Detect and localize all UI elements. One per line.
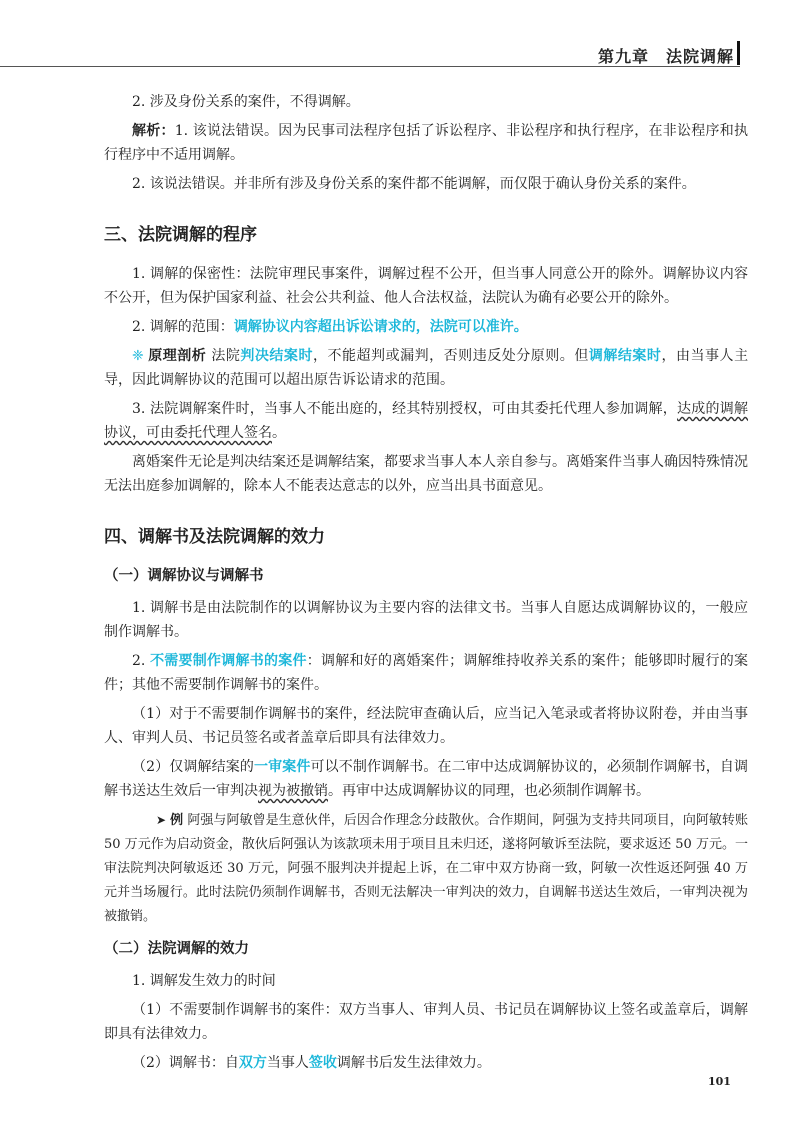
highlight-text: 不需要制作调解书的案件 (150, 653, 307, 669)
paragraph-lead: 2. 调解的范围： (132, 319, 234, 335)
highlight-text: 双方 (238, 1055, 267, 1071)
paragraph: 1. 调解发生效力的时间 (132, 973, 276, 989)
paragraph (104, 315, 748, 339)
analysis-label: 解析： (132, 123, 175, 139)
wavy-underlined-text: 视为被撤销 (258, 783, 328, 799)
flower-icon: ❈ (132, 348, 144, 364)
highlight-text: 判决结案时 (240, 348, 313, 364)
paragraph: 1. 调解的保密性：法院审理民事案件，调解过程不公开，但当事人同意公开的除外。调解协议内容不公开，但为保护国家利益、社会公共利益、他人合法权益，法院认为确有必要公开的除外。 (104, 266, 748, 306)
text: （2）调解书：自 (132, 1055, 239, 1071)
paragraph (104, 649, 748, 697)
text: ，由当事人主导，因此调解协议的范围可以超出原告诉讼请求的范围。 (104, 348, 749, 388)
text: 法院 (211, 348, 241, 364)
principle-label: 原理剖析 (147, 348, 207, 364)
highlight-text: 调解协议内容超出诉讼请求的，法院可以准许。 (233, 319, 528, 335)
text: 2. (132, 653, 151, 669)
page-number: 101 (708, 1075, 731, 1088)
arrow-icon: ➤ (156, 813, 167, 827)
text: （2）仅调解结案的 (132, 759, 254, 775)
example-paragraph (104, 808, 748, 929)
question-item: 2. 涉及身份关系的案件，不得调解。 (132, 94, 360, 110)
text: 3. 法院调解案件时，当事人不能出庭的，经其特别授权，可由其委托代理人参加调解， (132, 401, 678, 417)
paragraph: 离婚案件无论是判决结案还是调解结案，都要求当事人本人亲自参与。离婚案件当事人确因特殊情况无法出庭参加调解的，除本人不能表达意志的以外，应当出具书面意见。 (104, 454, 748, 494)
text: 。再审中达成调解协议的同理，也必须制作调解书。 (328, 783, 650, 799)
paragraph (104, 755, 748, 803)
text: 。 (272, 425, 286, 441)
paragraph: （1）对于不需要制作调解书的案件，经法院审查确认后，应当记入笔录或者将协议附卷，并由当事人、审判人员、书记员签名或者盖章后即具有法律效力。 (104, 706, 748, 746)
highlight-text: 调解结案时 (588, 348, 662, 364)
subsection-heading: （一）调解协议与调解书 (104, 568, 264, 584)
text: 调解书后发生法律效力。 (336, 1055, 491, 1071)
highlight-text: 一审案件 (253, 759, 311, 775)
analysis-text: 1. 该说法错误。因为民事司法程序包括了诉讼程序、非讼程序和执行程序，在非讼程序和执行程序中不适用调解。 (104, 123, 748, 163)
highlight-text: 签收 (308, 1055, 337, 1071)
paragraph (104, 397, 748, 445)
analysis-paragraph: 2. 该说法错误。并非所有涉及身份关系的案件都不能调解，而仅限于确认身份关系的案件。 (132, 176, 696, 192)
header-bar (737, 41, 740, 65)
page-header (0, 0, 800, 68)
subsection-heading: （二）法院调解的效力 (104, 941, 249, 957)
chapter-title: 第九章 法院调解 (597, 47, 734, 66)
example-label: 例 (170, 813, 184, 828)
text: ，不能超判或漏判，否则违反处分原则。但 (312, 348, 589, 364)
wavy-underlined-text: 达成的调解协议，可由委托代理人签名 (104, 401, 749, 441)
section-heading: 三、法院调解的程序 (104, 225, 257, 245)
analysis-paragraph (104, 119, 748, 167)
paragraph: 1. 调解书是由法院制作的以调解协议为主要内容的法律文书。当事人自愿达成调解协议的，一般应制作调解书。 (104, 600, 748, 640)
principle-analysis (104, 344, 748, 392)
text: ：调解和好的离婚案件；调解维持收养关系的案件；能够即时履行的案件；其他不需要制作调解书的案件。 (104, 653, 749, 693)
example-text: 阿强与阿敏曾是生意伙伴，后因合作理念分歧散伙。合作期间，阿强为支持共同项目，向阿敏转账 50 万元作为启动资金，散伙后阿强认为该款项未用于项目且未归还，遂将阿敏诉至法院，要求返还 50 万元。一审法院判决阿敏返还 30 万元，阿强不服判决并提起上诉，在二审中双方协商一致，阿敏一次性返还阿强 40 万元并当场履行。此时法院仍须制作调解书，否则无法解决一审判决的效力，自调解书送达生效后，一审判决视为被撤销。 (104, 813, 748, 924)
text: 可以不制作调解书。在二审中达成调解协议的，必须制作调解书，自调解书送达生效后一审判决 (104, 759, 749, 799)
page-body (104, 90, 748, 1080)
text: 当事人 (266, 1055, 309, 1071)
section-heading: 四、调解书及法院调解的效力 (104, 527, 325, 547)
paragraph (104, 1051, 748, 1075)
paragraph: （1）不需要制作调解书的案件：双方当事人、审判人员、书记员在调解协议上签名或盖章后，调解即具有法律效力。 (104, 1002, 748, 1042)
